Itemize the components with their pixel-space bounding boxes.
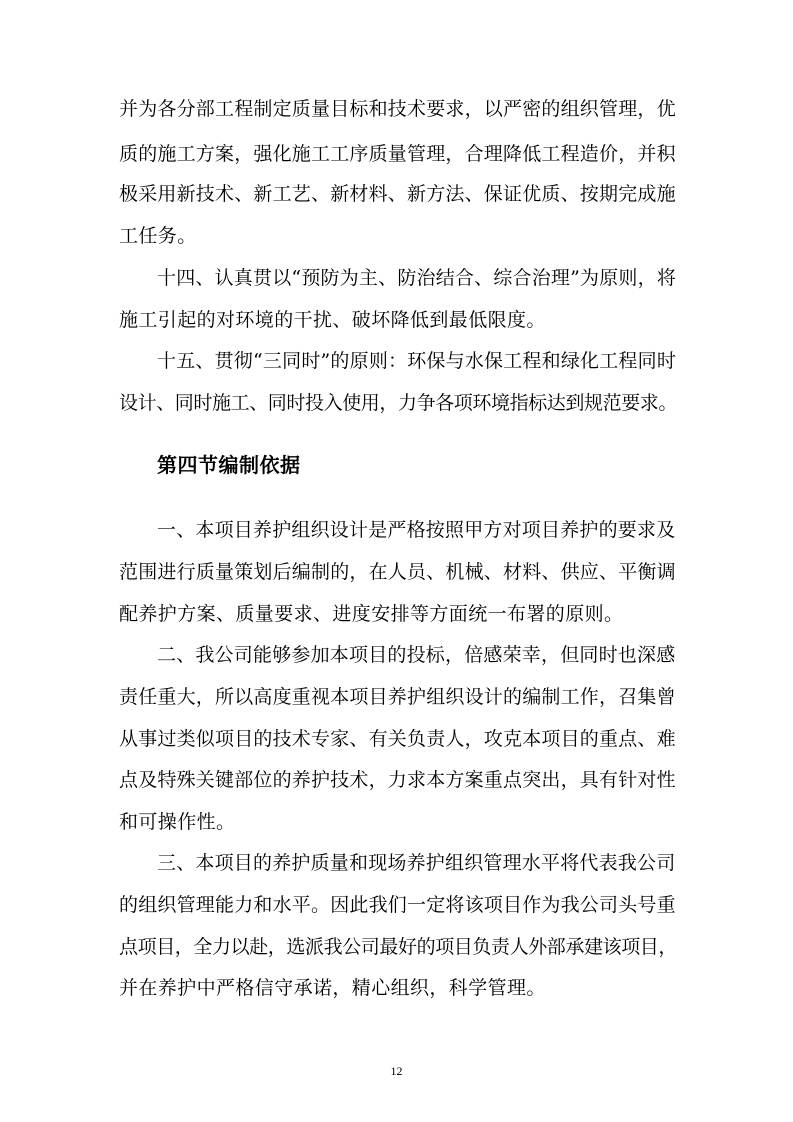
text-line: 施工引起的对环境的干扰、破坏降低到最低限度。 [119,309,546,331]
text-line: 设计、同时施工、同时投入使用，力争各项环境指标达到规范要求。 [119,392,678,414]
section-heading: 第四节编制依据 [157,453,301,477]
text-line: 十五、贯彻“三同时”的原则：环保与水保工程和绿化工程同时 [157,350,677,372]
text-line: 点项目，全力以赴，选派我公司最好的项目负责人外部承建该项目， [119,936,678,958]
text-line: 极采用新技术、新工艺、新材料、新方法、保证优质、按期完成施 [119,183,676,205]
text-line: 一、本项目养护组织设计是严格按照甲方对项目养护的要求及 [157,519,676,541]
text-line: 和可操作性。 [119,811,236,833]
text-line: 工任务。 [119,225,197,247]
text-line: 并为各分部工程制定质量目标和技术要求，以严密的组织管理，优 [119,98,676,120]
text-line: 从事过类似项目的技术专家、有关负责人，攻克本项目的重点、难 [119,728,676,750]
text-line: 点及特殊关键部位的养护技术，力求本方案重点突出，具有针对性 [119,769,676,791]
text-line: 质的施工方案，强化施工工序质量管理，合理降低工程造价，并积 [119,143,676,165]
text-line: 责任重大，所以高度重视本项目养护组织设计的编制工作，召集曾 [119,686,676,708]
page-number: 12 [390,1064,403,1078]
text-line: 并在养护中严格信守承诺，精心组织，科学管理。 [119,977,546,999]
text-line: 十四、认真贯以“预防为主、防治结合、综合治理”为原则，将 [157,267,677,289]
text-line: 二、我公司能够参加本项目的投标，倍感荣幸，但同时也深感 [157,644,676,666]
text-line: 配养护方案、质量要求、进度安排等方面统一布署的原则。 [119,603,624,625]
text-line: 的组织管理能力和水平。因此我们一定将该项目作为我公司头号重 [119,894,676,916]
text-line: 三、本项目的养护质量和现场养护组织管理水平将代表我公司 [157,852,676,874]
text-line: 范围进行质量策划后编制的，在人员、机械、材料、供应、平衡调 [119,561,676,583]
